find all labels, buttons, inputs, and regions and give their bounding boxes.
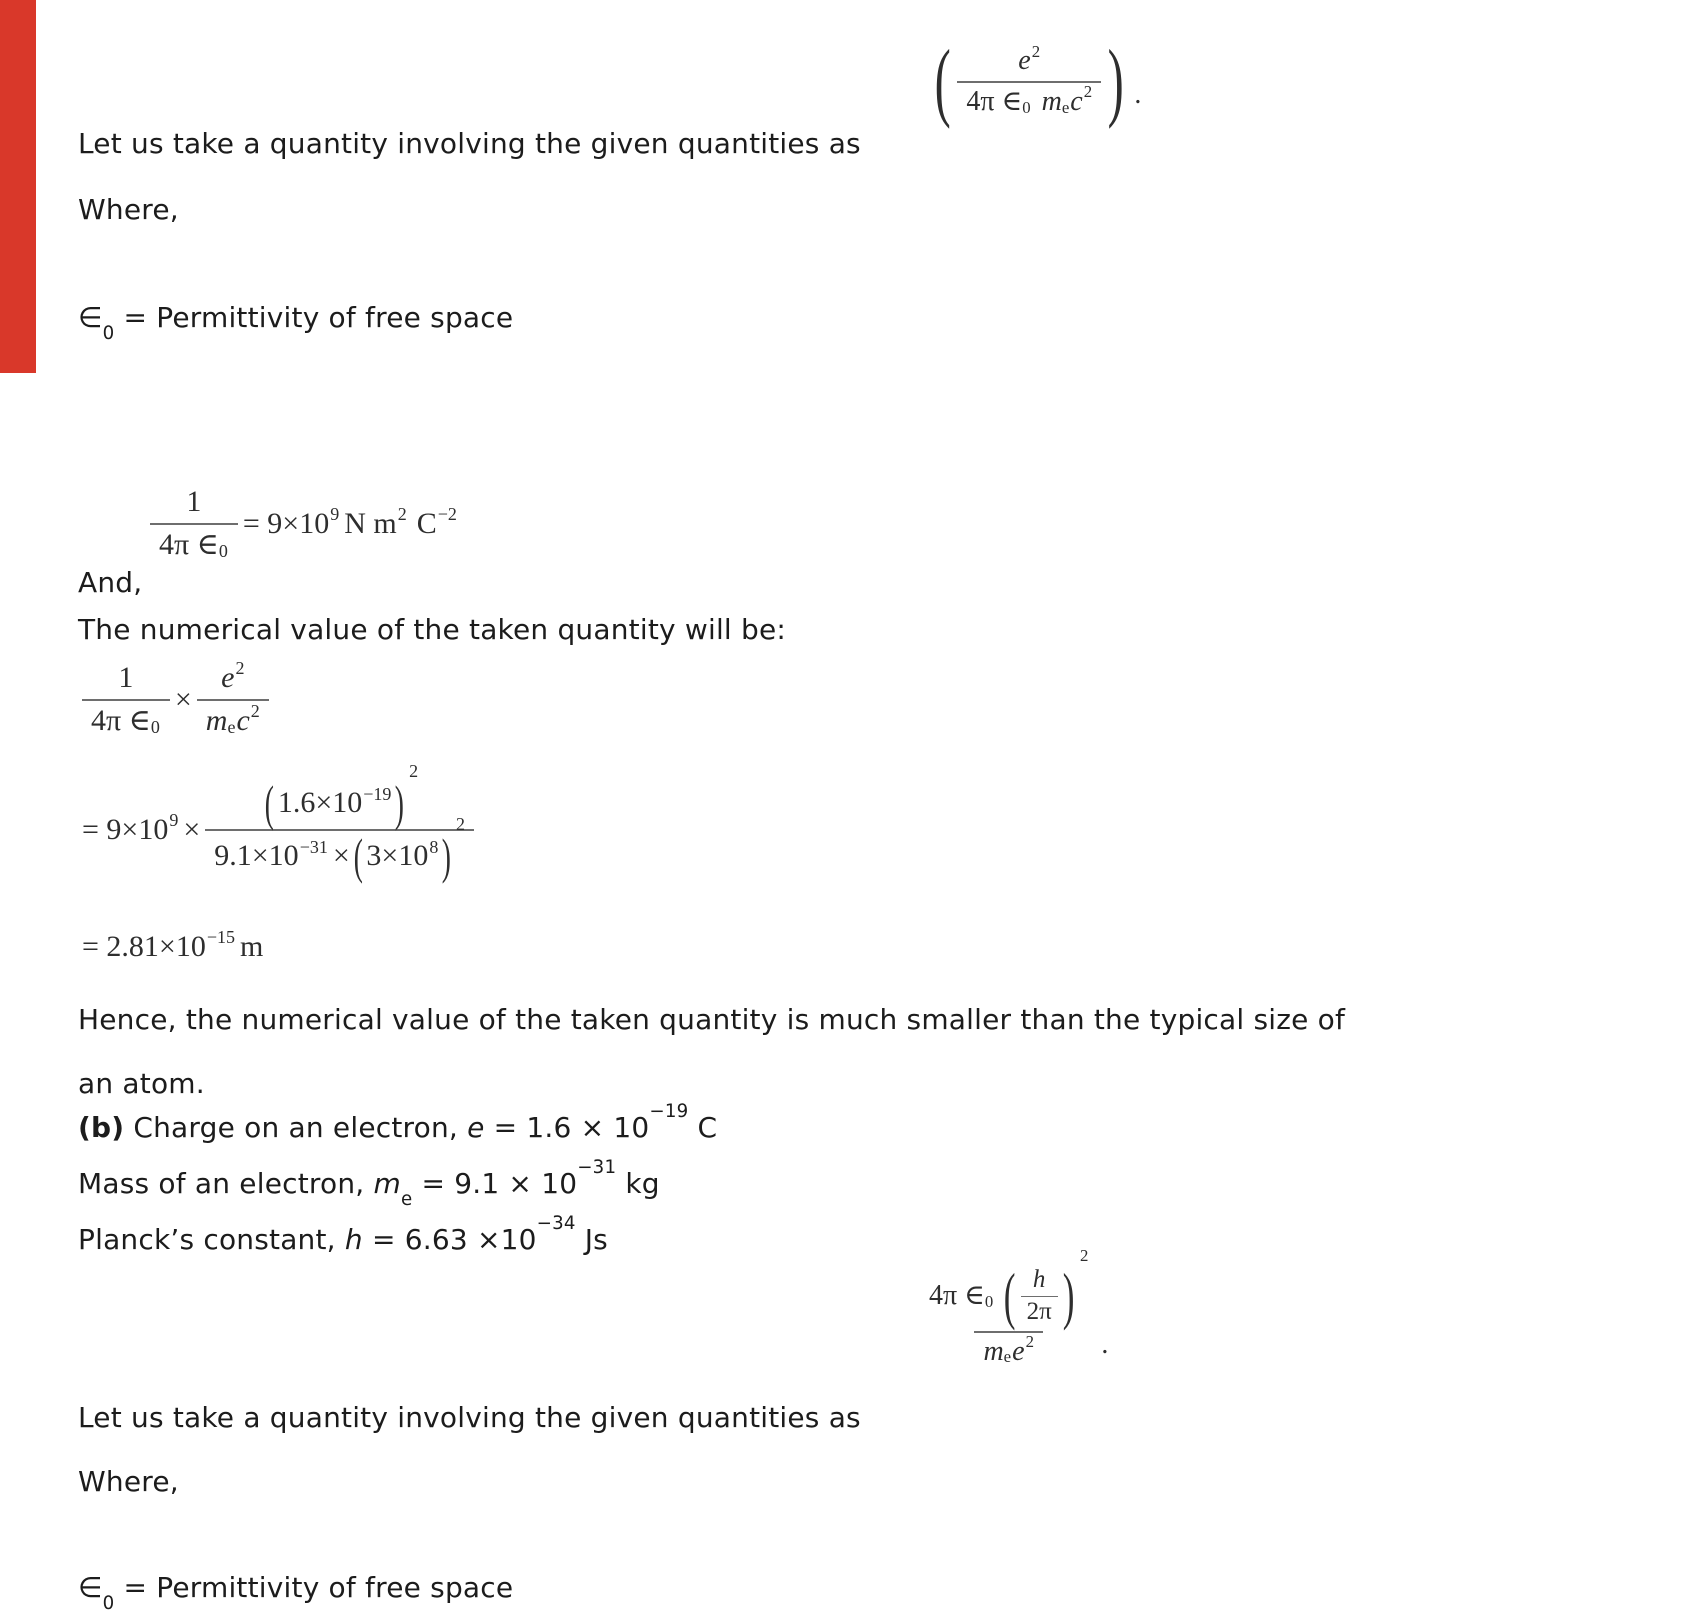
mass-text: Mass of an electron,	[78, 1167, 374, 1200]
e-symbol: e	[1018, 45, 1031, 77]
denominator: 4π ∈ $_0$ m $_e$ c $^2$	[957, 81, 1101, 121]
formula-e2-over-4pi-eps0-mec2	[928, 33, 1142, 130]
numerator: ( 1.6×10 $^{-19}$ ) $^2$	[264, 761, 419, 831]
denominator: 4π ∈ $_0$	[82, 699, 170, 742]
hence-line-1: Hence, the numerical value of the taken quantity is much smaller than the typical size of	[78, 1003, 1346, 1036]
mass-value: = 9.1 × 10	[412, 1167, 578, 1200]
m-symbol: m	[373, 1167, 401, 1200]
part-b-label: (b)	[78, 1111, 125, 1144]
charge-text: Charge on an electron,	[124, 1111, 468, 1144]
newton-meter-unit: N m	[344, 506, 397, 540]
numerator: e $^2$	[221, 658, 245, 694]
four-pi-epsilon: 4π ∈	[966, 85, 1023, 117]
denominator: m $_e$ e $^2$	[974, 1331, 1043, 1371]
h-symbol: h	[344, 1223, 363, 1256]
numerator: 4π ∈ $_0$ ( $\frac{h}{2\pi}$ ) $^2$	[929, 1245, 1089, 1332]
numerator: 1	[118, 661, 134, 694]
where-line-a: Where,	[78, 193, 179, 226]
formula-coulomb-constant: 1 4π ∈ $_0$ = 9×10 $^9$ N m $^2$ C $^{-2}$	[150, 482, 457, 565]
hence-line-2: an atom.	[78, 1067, 205, 1100]
mass-line	[78, 1157, 660, 1210]
denominator: m $_e$ c $^2$	[197, 699, 269, 742]
permittivity-line-a	[78, 300, 514, 344]
epsilon-sub: 0	[102, 1592, 115, 1614]
epsilon-sub: 0	[102, 322, 115, 344]
period: .	[1101, 1328, 1109, 1360]
right-paren: )	[442, 828, 452, 884]
fraction	[920, 1245, 1097, 1371]
and-label: And,	[78, 566, 143, 599]
right-paren: )	[395, 775, 405, 831]
numerator	[1027, 1265, 1052, 1296]
c-symbol: c	[236, 703, 250, 737]
period: .	[1134, 79, 1142, 111]
numerator: 1	[186, 485, 202, 518]
denominator: 4π ∈ $_0$	[150, 523, 238, 566]
exponent: −31	[577, 1157, 617, 1179]
formula-product	[82, 658, 269, 741]
m-sub: e	[400, 1188, 413, 1210]
right-paren: )	[1107, 33, 1124, 130]
charge-value: 1.6×10	[277, 786, 363, 820]
coulomb-unit: C	[416, 506, 437, 540]
four-pi-epsilon: 4π ∈	[159, 527, 219, 561]
inner-fraction	[1021, 1265, 1058, 1328]
planck-text: Planck’s constant,	[78, 1223, 345, 1256]
formula-numeric-evaluation: = 9×10 $^9$ × ( 1.6×10 $^{-19}$ ) $^2$ 9.1×10 $^{-31}$ × ( 3×10 $^8$ ) $^2$	[82, 778, 474, 882]
c-symbol: c	[1070, 85, 1083, 117]
left-paren: (	[264, 775, 275, 831]
e-symbol: e	[221, 661, 235, 694]
epsilon-symbol: ∈	[78, 1571, 103, 1604]
times-sign: ×	[174, 682, 192, 716]
charge-line	[78, 1101, 718, 1145]
js-unit: Js	[575, 1223, 608, 1256]
m-symbol: m	[1041, 85, 1062, 117]
meter-unit: m	[240, 930, 264, 963]
left-paren: (	[353, 828, 363, 884]
m-symbol: m	[983, 1335, 1004, 1367]
four-pi-epsilon: 4π ∈	[91, 703, 151, 737]
numerical-intro-line: The numerical value of the taken quantity will be:	[78, 613, 787, 646]
left-paren: (	[934, 33, 951, 130]
result-value: = 2.81×10	[82, 930, 206, 963]
fraction	[82, 658, 170, 741]
times-sign: ×	[332, 839, 350, 873]
e-symbol: e	[1012, 1335, 1025, 1367]
charge-value: = 1.6 × 10	[484, 1111, 650, 1144]
kg-unit: kg	[616, 1167, 660, 1200]
planck-line	[78, 1213, 608, 1257]
permittivity-text: = Permittivity of free space	[114, 301, 514, 334]
fraction	[957, 42, 1101, 120]
right-paren: )	[1062, 1260, 1075, 1332]
fraction	[197, 658, 269, 741]
h-symbol: h	[1032, 1266, 1046, 1293]
formula-bohr-radius-quantity	[920, 1245, 1109, 1371]
intro-line-b: Let us take a quantity involving the given quantities as	[78, 1401, 861, 1434]
equals-value: = 9×10	[82, 813, 169, 846]
formula-result: = 2.81×10 $^{-15}$ m	[82, 927, 264, 963]
lightspeed-value: 3×10	[366, 839, 429, 873]
permittivity-line-b	[78, 1570, 514, 1614]
epsilon-symbol: ∈	[78, 301, 103, 334]
numerator: e $^2$	[1018, 42, 1041, 77]
e-symbol: e	[467, 1111, 485, 1144]
equals-value: = 9×10	[242, 506, 330, 540]
exponent: −19	[649, 1101, 689, 1123]
mass-value: 9.1×10	[214, 839, 299, 873]
times-sign: ×	[183, 813, 201, 846]
exponent: −34	[536, 1213, 576, 1235]
permittivity-text: = Permittivity of free space	[114, 1571, 514, 1604]
fraction	[205, 761, 474, 884]
denominator: 9.1×10 $^{-31}$ × ( 3×10 $^8$ ) $^2$	[205, 829, 474, 882]
coulomb-unit: C	[688, 1111, 718, 1144]
where-line-b: Where,	[78, 1465, 179, 1498]
denominator: 2π	[1021, 1296, 1058, 1328]
intro-line-a: Let us take a quantity involving the given quantities as	[78, 127, 861, 160]
m-symbol: m	[205, 703, 228, 737]
left-accent-bar	[0, 0, 36, 373]
left-paren: (	[1004, 1260, 1016, 1332]
four-pi-epsilon: 4π ∈	[929, 1280, 985, 1312]
fraction	[150, 482, 238, 565]
planck-value: = 6.63 ×10	[362, 1223, 537, 1256]
